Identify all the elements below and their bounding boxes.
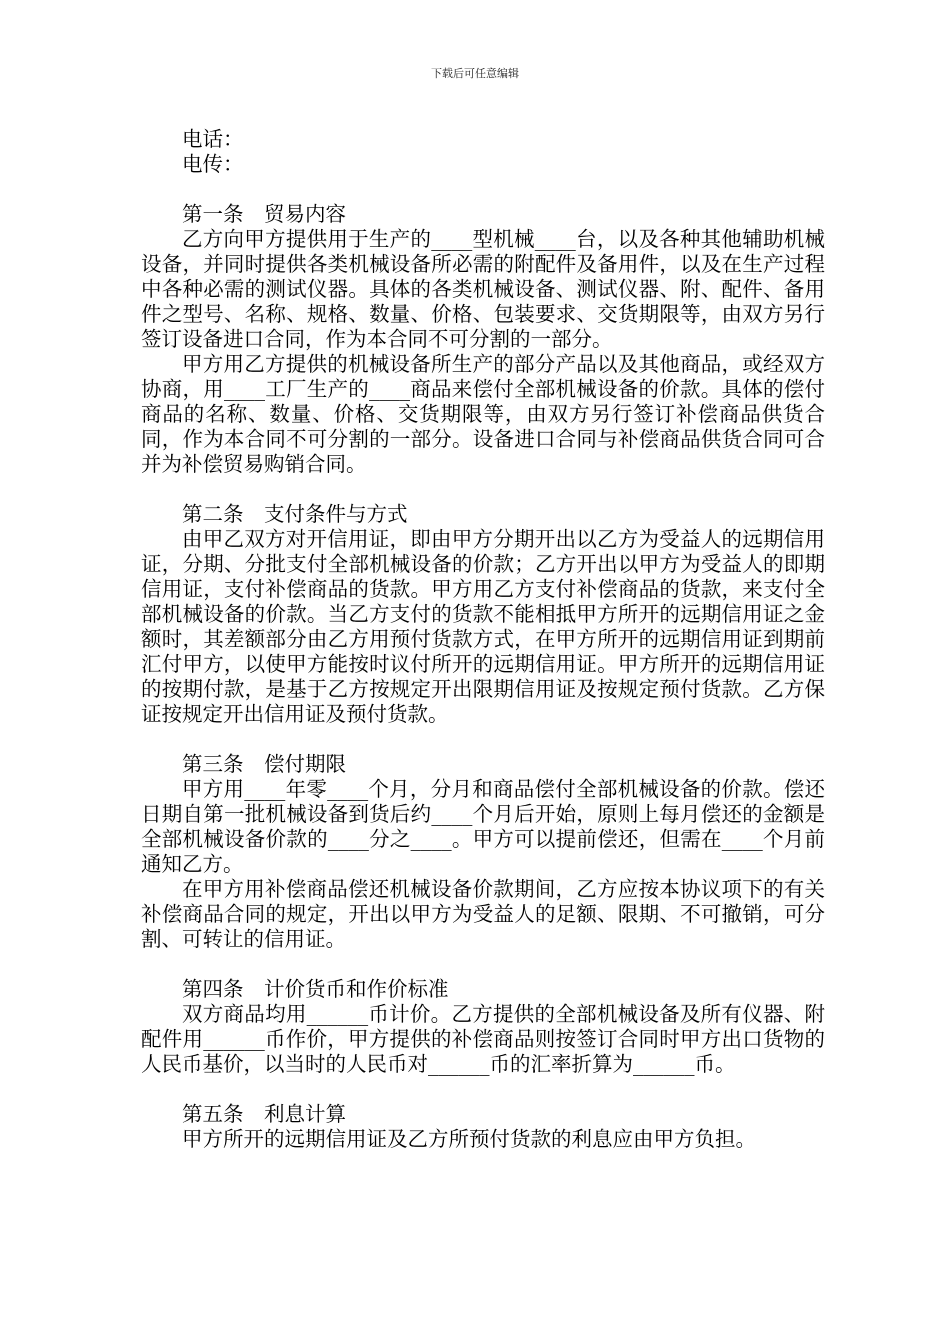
- spacer: [141, 1077, 825, 1102]
- fax-label: 电传：: [182, 152, 244, 176]
- contract-body: [141, 127, 825, 1152]
- spacer: [141, 727, 825, 752]
- article-5: [141, 1102, 825, 1152]
- article-heading: 第二条 支付条件与方式: [182, 502, 408, 526]
- article-2: [141, 502, 825, 727]
- article-paragraph: 甲方所开的远期信用证及乙方所预付货款的利息应由甲方负担。: [182, 1127, 756, 1151]
- phone-label: 电话：: [182, 127, 244, 151]
- article-paragraph: 由甲乙双方对开信用证，即由甲方分期开出以乙方为受益人的远期信用证，分期、分批支付全部机械设备的价款；乙方开出以甲方为受益人的即期信用证，支付补偿商品的货款。甲方用乙方支付补偿商品的货款，来支付全部机械设备的价款。当乙方支付的货款不能相抵甲方所开的远期信用证之金额时，其差额部分由乙方用预付货款方式，在甲方所开的远期信用证到期前汇付甲方，以使甲方能按时议付所开的远期信用证。甲方所开的远期信用证的按期付款，是基于乙方按规定开出限期信用证及按规定预付货款。乙方保证按规定开出信用证及预付货款。: [141, 527, 825, 726]
- article-paragraph: 双方商品均用______币计价。乙方提供的全部机械设备及所有仪器、附配件用______币作价，甲方提供的补偿商品则按签订合同时甲方出口货物的人民币基价，以当时的人民币对______币的汇率折算为______币。: [141, 1002, 825, 1076]
- article-heading: 第五条 利息计算: [182, 1102, 346, 1126]
- article-paragraph: 在甲方用补偿商品偿还机械设备价款期间，乙方应按本协议项下的有关补偿商品合同的规定，开出以甲方为受益人的足额、限期、不可撤销，可分割、可转让的信用证。: [141, 877, 825, 951]
- article-paragraph: 乙方向甲方提供用于生产的____型机械____台，以及各种其他辅助机械设备，并同时提供各类机械设备所必需的附配件及备用件，以及在生产过程中各种必需的测试仪器。具体的各类机械设备、测试仪器、附、配件、备用件之型号、名称、规格、数量、价格、包装要求、交货期限等，由双方另行签订设备进口合同，作为本合同不可分割的一部分。: [141, 227, 825, 351]
- page-header-note: 下载后可任意编辑: [431, 67, 519, 80]
- spacer: [141, 177, 825, 202]
- article-paragraph: 甲方用____年零____个月，分月和商品偿付全部机械设备的价款。偿还日期自第一批机械设备到货后约____个月后开始，原则上每月偿还的金额是全部机械设备价款的____分之____。甲方可以提前偿还，但需在____个月前通知乙方。: [141, 777, 825, 876]
- article-heading: 第四条 计价货币和作价标准: [182, 977, 449, 1001]
- spacer: [141, 477, 825, 502]
- article-4: [141, 977, 825, 1077]
- article-heading: 第一条 贸易内容: [182, 202, 346, 226]
- article-heading: 第三条 偿付期限: [182, 752, 346, 776]
- article-1: [141, 202, 825, 477]
- article-3: [141, 752, 825, 952]
- article-paragraph: 甲方用乙方提供的机械设备所生产的部分产品以及其他商品，或经双方协商，用____工厂生产的____商品来偿付全部机械设备的价款。具体的偿付商品的名称、数量、价格、交货期限等，由双方另行签订补偿商品供货合同，作为本合同不可分割的一部分。设备进口合同与补偿商品供货合同可合并为补偿贸易购销合同。: [141, 352, 825, 476]
- spacer: [141, 952, 825, 977]
